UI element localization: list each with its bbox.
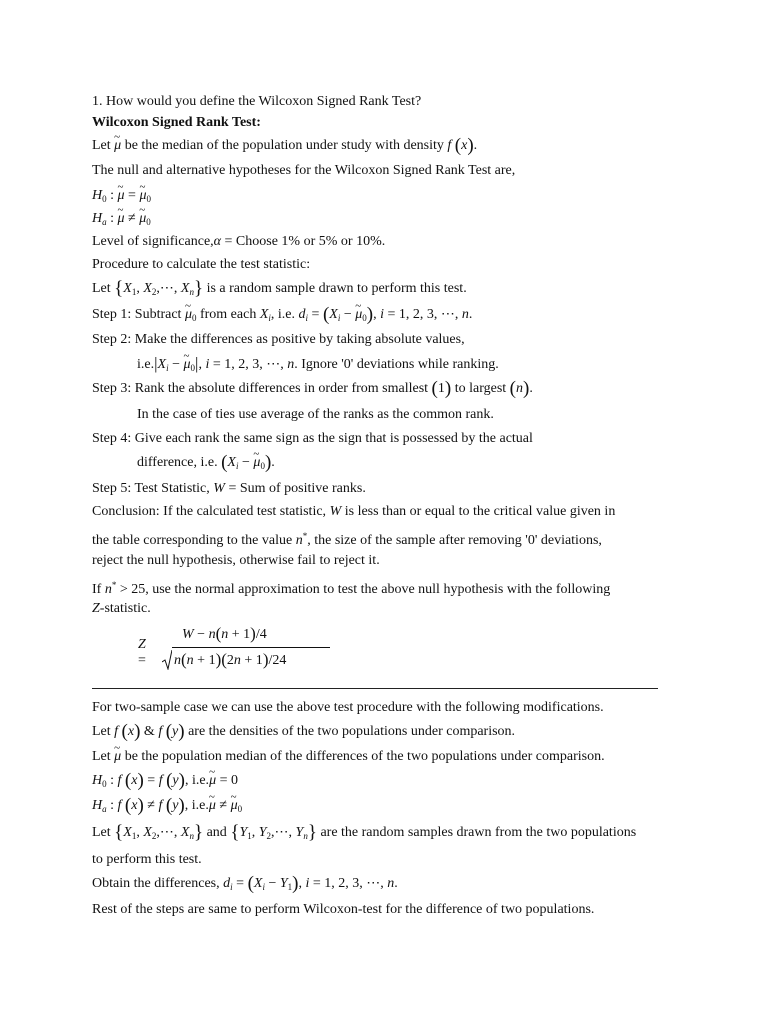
step-2 — [92, 331, 465, 349]
text-let: Let — [92, 825, 111, 840]
text-conclusion-critical: is less than or equal to the critical value given in — [344, 504, 616, 519]
text-step5: Step 5: Test Statistic, — [92, 481, 210, 496]
text-step3-largest: to largest — [454, 381, 507, 396]
text-ie: i.e. — [191, 773, 210, 788]
conclusion-2: the table corresponding to the value n*, the size of the sample after removing '0' deviations, — [92, 531, 602, 548]
step-5: Step 5: Test Statistic, W = Sum of positive ranks. — [92, 481, 366, 496]
median-definition: Let μ ~ be the median of the population under study with density f (x). — [92, 137, 477, 155]
conclusion-3 — [92, 552, 380, 570]
text-step4-diff: difference, i.e. — [137, 455, 218, 470]
text-perform: to perform this test. — [92, 852, 202, 867]
text-let: Let — [92, 749, 111, 764]
z-statistic-label: Z-statistic. — [92, 601, 151, 616]
text-step4: Step 4: Give each rank the same sign as the sign that is possessed by the actual — [92, 431, 533, 446]
conclusion-1: Conclusion: If the calculated test statistic, W is less than or equal to the critical value given in — [92, 504, 616, 519]
procedure — [92, 256, 310, 274]
step-3-ties — [137, 406, 494, 424]
step-2-detail: $i.e.|X_i - \mu$ $\sim_0|$, i = 1, 2, 3, ⋯, n. Ignore '0' deviations while ranking. — [137, 355, 499, 377]
text-rest: Rest of the steps are same to perform Wilcoxon-test for the difference of two populations. — [92, 902, 595, 917]
step-3: Step 3: Rank the absolute differences in order from smallest (1) to largest (n). — [92, 378, 533, 399]
two-sample-rest — [92, 901, 594, 919]
text-level-choice: = Choose 1% or 5% or 10%. — [224, 234, 386, 249]
text-median: be the median of the population under study with density — [124, 138, 444, 153]
text-ie: i.e. — [191, 798, 209, 813]
text-step2: Step 2: Make the differences as positive by taking absolute values, — [92, 332, 465, 347]
text-let: Let — [92, 138, 111, 153]
two-sample-differences: Obtain the differences, $d_i = (X_i - Y_1)$, i = 1, 2, 3, ⋯, n. — [92, 873, 398, 894]
two-sample-median: Let μ ~ be the population median of the differences of the two populations under comparison. — [92, 748, 605, 766]
two-sample-perform — [92, 851, 202, 869]
text-let: Let — [92, 724, 111, 739]
two-sample-null: $H_0$ : f (x) = f (y), i.e.μ ~ = 0 — [92, 772, 238, 793]
text-densities: are the densities of the two populations under comparison. — [188, 724, 516, 739]
null-hypothesis: $H_0$ : μ ~ = μ $\sim_0$ — [92, 187, 151, 208]
normal-approx: If n* > 25, use the normal approximation to test the above null hypothesis with the following — [92, 580, 611, 597]
text-and: and — [206, 825, 227, 840]
alt-hypothesis: $H_a$ : μ ~ ≠ μ $\sim_0$ — [92, 210, 151, 231]
text-differences: Obtain the differences, — [92, 876, 220, 891]
text-null-alt: The null and alternative hypotheses for the Wilcoxon Signed Rank Test are, — [92, 163, 516, 178]
text-step1-ie: i.e. — [277, 307, 296, 322]
text-step1-from: from each — [199, 307, 257, 322]
text-two-sample: For two-sample case we can use the above test procedure with the following modifications. — [92, 700, 604, 715]
text-conclusion-size: the size of the sample after removing '0' deviations, — [314, 533, 602, 548]
step-4 — [92, 430, 533, 448]
random-sample: Let {$X_1$, $X_2,\cdots$, $X_n$} is a random sample drawn to perform this test. — [92, 278, 467, 299]
text-level: Level of significance, — [92, 234, 214, 249]
heading-text: Wilcoxon Signed Rank Test: — [92, 115, 261, 130]
text-step1: Step 1: Subtract — [92, 307, 182, 322]
text-let: Let — [92, 281, 111, 296]
significance-level: Level of significance,α = Choose 1% or 5% or 10%. — [92, 234, 386, 249]
text-step2-ie: i.e. — [137, 357, 155, 372]
two-sample-alt: $H_a$ : f (x) ≠ f (y), i.e.μ ~ ≠ μ $\sim_0$ — [92, 797, 242, 818]
step-4-detail: difference, i.e. ($X_i - \mu$ $\sim_0$). — [137, 454, 275, 475]
text-conclusion: Conclusion: If the calculated test statistic, — [92, 504, 327, 519]
text-step5-sum: = Sum of positive ranks. — [228, 481, 366, 496]
step-1: Step 1: Subtract μ $\sim_0$ from each $X_i$, i.e. $d_i = (X_i - \mu$ $\sim_0$), i = 1, 2, 3, ⋯, n. — [92, 306, 472, 327]
text-if: If — [92, 582, 102, 597]
text-normal-approx: use the normal approximation to test the above null hypothesis with the following — [152, 582, 611, 597]
two-sample-samples: Let {$X_1$, $X_2,\cdots$, $X_n$} and {$Y_1$, $Y_2,\cdots$, $Y_n$} are the random samples drawn from the two populations — [92, 822, 637, 843]
text-conclusion-reject: reject the null hypothesis, otherwise fail to reject it. — [92, 553, 380, 568]
two-sample-densities: Let f (x) & f (y) are the densities of the two populations under comparison. — [92, 721, 516, 742]
hypotheses-intro — [92, 162, 515, 180]
text-step3-ties: In the case of ties use average of the ranks as the common rank. — [137, 407, 494, 422]
question-title — [92, 93, 421, 111]
question-text: 1. How would you define the Wilcoxon Signed Rank Test? — [92, 94, 422, 109]
two-sample-intro — [92, 699, 604, 717]
text-procedure: Procedure to calculate the test statistic: — [92, 257, 311, 272]
text-step3: Step 3: Rank the absolute differences in order from smallest — [92, 381, 429, 396]
text-z-statistic: -statistic. — [99, 601, 151, 616]
text-conclusion-table: the table corresponding to the value — [92, 533, 293, 548]
text-random-samples: are the random samples drawn from the two populations — [320, 825, 637, 840]
text-step2-ignore: Ignore '0' deviations while ranking. — [301, 357, 499, 372]
divider — [92, 688, 658, 689]
text-sample: is a random sample drawn to perform this test. — [206, 281, 467, 296]
text-pop-median: be the population median of the differences of the two populations under comparison. — [124, 749, 605, 764]
